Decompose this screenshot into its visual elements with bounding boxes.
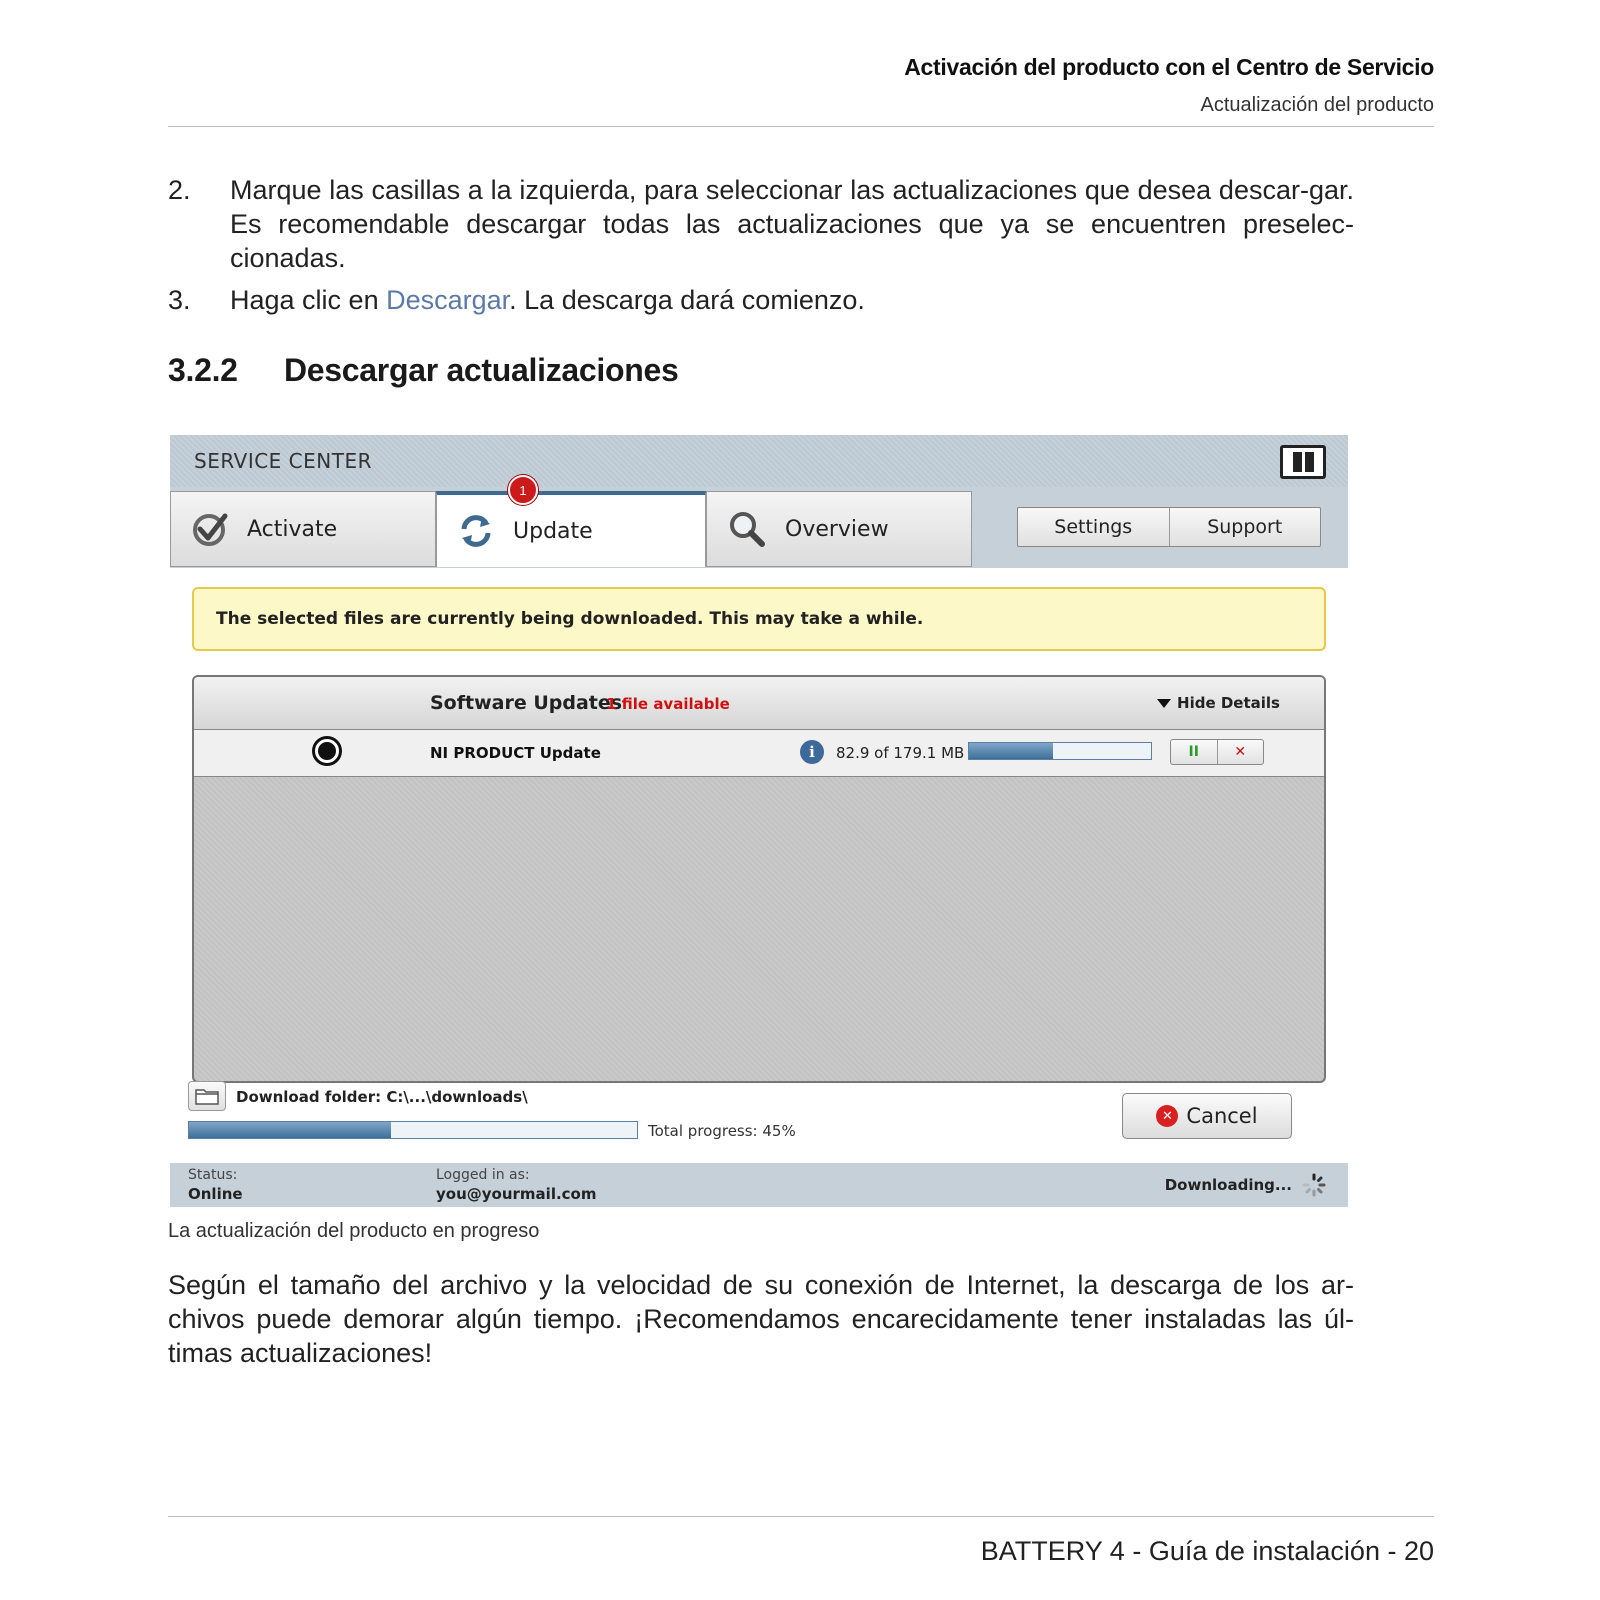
settings-support-group — [1017, 507, 1321, 547]
update-name: NI PRODUCT Update — [430, 744, 601, 762]
total-progress-bar — [188, 1121, 638, 1139]
status-bar — [170, 1163, 1348, 1207]
cancel-button[interactable] — [1122, 1093, 1292, 1139]
logged-in-key: Logged in as: — [436, 1167, 530, 1183]
running-header-title: Activación del producto con el Centro de Servicio — [904, 54, 1434, 80]
update-size: 82.9 of 179.1 MB — [836, 744, 965, 762]
figure-caption: La actualización del producto en progreso — [168, 1220, 540, 1242]
running-header-subtitle: Actualización del producto — [1200, 94, 1434, 116]
service-center-window — [170, 435, 1348, 1235]
tab-label: Update — [513, 518, 593, 544]
status-value: Online — [188, 1185, 243, 1203]
logged-in-value: you@yourmail.com — [436, 1185, 597, 1203]
tab-overview[interactable] — [706, 491, 972, 567]
total-progress-fill — [189, 1122, 391, 1138]
status-key: Status: — [188, 1167, 238, 1183]
folder-button[interactable] — [188, 1081, 226, 1111]
ni-logo — [1280, 445, 1326, 479]
steps-list — [168, 173, 1354, 325]
hide-details-toggle[interactable] — [1157, 694, 1280, 712]
download-folder-label: Download folder: C:\...\downloads\ — [236, 1088, 528, 1106]
software-updates-panel — [192, 675, 1326, 1083]
page-footer: BATTERY 4 - Guía de instalación - 20 — [980, 1536, 1434, 1566]
download-link[interactable]: Descargar — [386, 285, 510, 315]
step-text-pre: Haga clic en — [230, 285, 387, 315]
check-icon — [191, 510, 229, 548]
activity-label: Downloading... — [1164, 1176, 1292, 1194]
downloading-indicator-icon — [312, 736, 342, 766]
body-paragraph: Según el tamaño del archivo y la velocidad de su conexión de Internet, la descarga de los ar-chivos puede demorar algún tiempo. ¡Recomendamos encarecidamente tener instaladas las úl-timas actualizaciones! — [168, 1270, 1354, 1368]
refresh-icon — [457, 512, 495, 550]
info-icon[interactable]: i — [800, 740, 824, 764]
item-control-buttons — [1170, 739, 1264, 765]
item-progress-bar — [968, 742, 1152, 760]
step-text — [230, 283, 1354, 317]
cancel-label: Cancel — [1186, 1104, 1258, 1128]
section-heading — [168, 352, 679, 389]
support-button[interactable]: Support — [1169, 508, 1321, 546]
tab-label: Overview — [785, 516, 889, 542]
stop-button[interactable]: ✕ — [1217, 740, 1264, 764]
hide-details-label: Hide Details — [1177, 694, 1280, 712]
tab-update[interactable] — [436, 491, 706, 567]
total-progress-label: Total progress: 45% — [648, 1122, 796, 1140]
step-text-post: . La descarga dará comienzo. — [509, 285, 865, 315]
settings-button[interactable]: Settings — [1054, 516, 1133, 538]
footer-divider — [168, 1516, 1434, 1517]
step-number: 2. — [168, 175, 191, 205]
tab-label: Activate — [247, 516, 338, 542]
magnifier-icon — [727, 509, 767, 549]
cancel-icon: ✕ — [1156, 1105, 1178, 1127]
header-divider — [168, 126, 1434, 127]
panel-title: Software Updates — [430, 692, 623, 714]
pause-button[interactable]: II — [1188, 744, 1199, 760]
step-item — [168, 283, 1354, 317]
tab-activate[interactable] — [170, 491, 436, 567]
download-notice: The selected files are currently being downloaded. This may take a while. — [192, 587, 1326, 651]
section-number: 3.2.2 — [168, 352, 238, 388]
triangle-down-icon — [1157, 699, 1171, 708]
app-titlebar — [170, 435, 1348, 487]
step-item — [168, 173, 1354, 275]
tab-bar — [170, 487, 1348, 568]
spinner-icon — [1302, 1173, 1326, 1197]
item-progress-fill — [969, 743, 1053, 759]
available-count: 1 file available — [606, 695, 730, 713]
panel-header — [194, 677, 1324, 730]
update-row — [194, 730, 1324, 777]
step-text: Marque las casillas a la izquierda, para seleccionar las actualizaciones que desea descar-gar. Es recomendable descargar todas las actualizaciones que ya se encuentren preselec-cionadas. — [230, 175, 1354, 273]
app-title: SERVICE CENTER — [194, 449, 372, 473]
section-title: Descargar actualizaciones — [284, 352, 679, 388]
step-number: 3. — [168, 285, 191, 315]
update-count-badge: 1 — [508, 475, 538, 505]
folder-icon — [195, 1087, 219, 1105]
